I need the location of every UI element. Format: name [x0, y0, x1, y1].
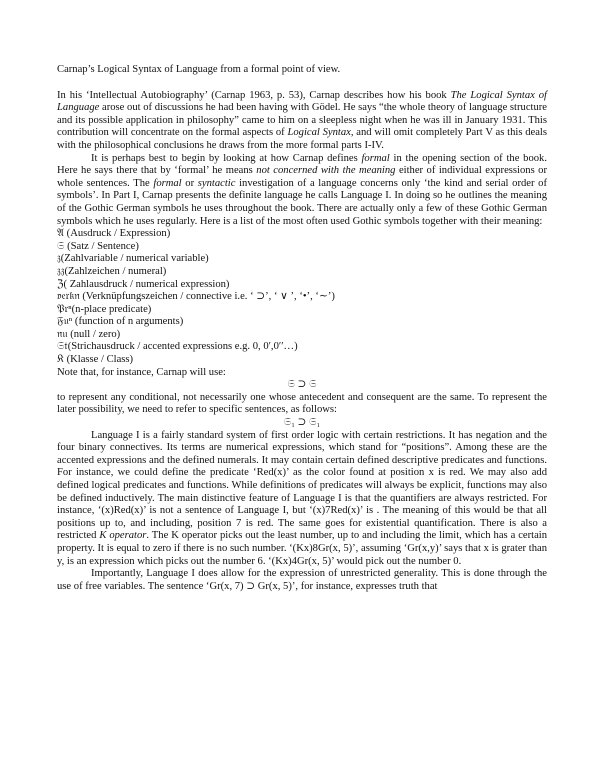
symbol-item: 𝔎 (Klasse / Class) — [57, 354, 134, 366]
formula-specific-conditional: 𝔖₁ ⊃ 𝔖₁ — [283, 417, 321, 429]
text-span: or — [181, 177, 198, 189]
text-span: In his ‘Intellectual Autobiography’ (Carnap 1963, p. 53), Carnap describes how his book — [57, 89, 451, 101]
symbol-item: 𝔖𝔱(Strichausdruck / accented expressions e.g. 0, 0′,0′′…) — [57, 341, 298, 353]
note-line: Note that, for instance, Carnap will use: — [57, 366, 226, 378]
symbol-item: 𝔓𝔯ⁿ(n-place predicate) — [57, 303, 152, 315]
text-span: . The K operator picks out the least number, up to and including the limit, which has a certain property. It is equal to zero if there is no such number. ‘(Kx)8Gr(x, 5)’, assuming ‘Gr(x,y)’ says that x is grater than y, is an expression which picks out the number 6. ‘(Kx)4Gr(x, 5)’ would pick out the number 0. — [57, 530, 548, 567]
emphasis: syntactic — [197, 177, 236, 189]
gothic-symbol-list — [57, 228, 547, 367]
symbol-item: 𝔳𝔢𝔯𝔨𝔫 (Verknüpfungszeichen / connective i.e. ‘ ⊃’, ‘ ∨ ’, ‘•’, ‘∼’) — [57, 291, 335, 303]
document-page — [57, 64, 547, 593]
paragraph-unrestricted-generality: Importantly, Language I does allow for the expression of unrestricted generality. This is done through the use of free variables. The sentence ‘Gr(x, 7) ⊃ Gr(x, 5)’, for instance, expresses truth that — [57, 568, 547, 592]
text-span: arose out of discussions he had been having with Gödel. He says “the whole theory of language structure and its possible application in philosophy” came to him on a sleepless night when he was ill in January 1931. This contribution will concentrate on the formal aspects of — [57, 102, 547, 139]
symbol-item: 𝔖 (Satz / Sentence) — [57, 240, 139, 252]
symbol-item: 𝔷(Zahlvariable / numerical variable) — [57, 253, 209, 265]
book-title-emphasis: Logical Syntax — [287, 127, 351, 139]
paragraph-intro — [57, 90, 547, 153]
text-span: investigation of a language concerns only ‘the kind and serial order of symbols’. In Part I, Carnap presents the definite language he calls Language I. In doing so he outlines the meaning of the Gothic German symbols he uses throughout the book. There are actually only a few of these Gothic German symbols which he uses regularly. Here is a list of the most often used Gothic symbols together with their meaning: — [57, 177, 547, 227]
text-span: in the opening section of the book. Here he says there that by ‘formal’ he means — [57, 152, 547, 177]
symbol-item: 𝔷𝔷(Zahlzeichen / numeral) — [57, 265, 167, 277]
symbol-item: 𝔄 (Ausdruck / Expression) — [57, 228, 171, 240]
emphasis: K operator — [99, 530, 147, 542]
emphasis: not concerned with the meaning — [256, 165, 396, 177]
book-title-emphasis: The Logical Syntax of Language — [57, 89, 547, 114]
emphasis: formal — [361, 152, 390, 164]
text-span: , and will omit completely Part V as this deals with the philosophical conclusions he draws from the more formal parts I-IV. — [57, 127, 547, 151]
text-span: Language I is a fairly standard system of first order logic with certain restrictions. It has negation and the four binary connectives. Its terms are numerical expressions, which stand for “positions”. Among these are the accented expressions and the defined numerals. It may contain certain defined descriptive predicates and functions. For instance, we could define the predicate ‘Red(x)’ as the color found at position x is red. We may also add defined logical predicates and functions. While definitions of predicates will always be explicit, functions may also be defined inductively. The main distinctive feature of Language I is that the quantifiers are always restricted. For instance, ‘(x)Red(x)’ is not a sentence of Language I, but ‘(x)7Red(x)’ is . The meaning of this would be that all positions up to, and including, position 7 is red. The same goes for existential quantification. There is also a restricted — [57, 429, 547, 542]
symbol-item: 𝔫𝔲 (null / zero) — [57, 328, 121, 340]
emphasis: formal — [153, 177, 182, 189]
formula-conditional: 𝔖 ⊃ 𝔖 — [287, 379, 317, 391]
symbol-item: 𝔉𝔲ⁿ (function of n arguments) — [57, 316, 184, 328]
paragraph-specific-sentences: to represent any conditional, not necessarily one whose antecedent and consequent are the same. To represent the later possibility, we need to refer to specific sentences, as follows: — [57, 391, 547, 416]
text-span: It is perhaps best to begin by looking at how Carnap defines — [91, 152, 362, 164]
document-title: Carnap’s Logical Syntax of Language from a formal point of view. — [57, 64, 341, 75]
paragraph-formal — [57, 153, 547, 229]
text-span: either of individual expressions or whole sentences. The — [57, 165, 547, 189]
symbol-item: ℨ( Zahlausdruck / numerical expression) — [57, 278, 230, 290]
paragraph-language-one — [57, 430, 547, 569]
